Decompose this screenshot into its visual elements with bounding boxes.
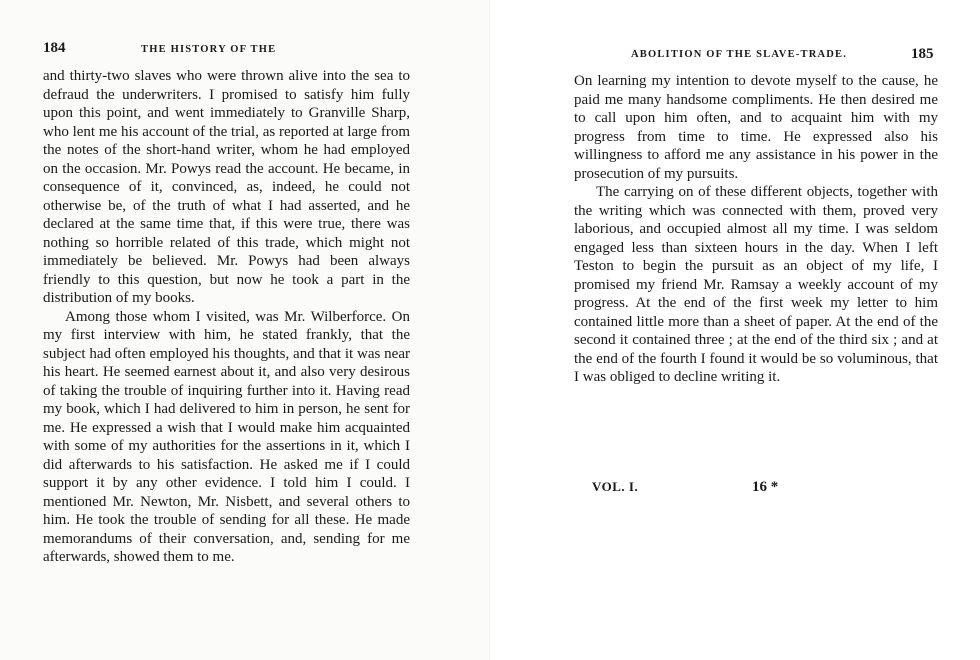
volume-signature: VOL. I. [592, 479, 639, 494]
signature-mark: 16 * [752, 479, 779, 495]
right-paragraph-2: The carrying on of these different objects, together with the writing which was connected with them, proved very laborious, and occupied almost all my time. I was seldom engaged less than sixteen hours in the day. When I left Teston to begin the pursuit as an object of my life, I promised my friend Mr. Ramsay a weekly account of my progress. At the end of the first week my letter to him contained little more than a sheet of paper. At the end of the second it contained three ; at the end of the third six ; and at the end of the fourth I found it would be so voluminous, that I was obliged to decline writing it. [574, 184, 938, 385]
running-head-left: THE HISTORY OF THE [141, 44, 277, 55]
page-number-right: 185 [911, 46, 934, 62]
right-page-body [574, 72, 938, 387]
left-paragraph-2: Among those whom I visited, was Mr. Wilberforce. On my first interview with him, he stated frankly, that the subject had often employed his thoughts, and that it was near his heart. He seemed earnest about it, and also very desirous of taking the trouble of inquiring further into it. Having read my book, which I had delivered to him in person, he sent for me. He expressed a wish that I would make him acquainted with some of my authorities for the assertions in it, which I did afterwards to his satisfaction. He asked me if I could support it by any other evidence. I told him I could. I mentioned Mr. Newton, Mr. Nisbett, and several others to him. He took the trouble of sending for all these. He made memorandums of their conversation, and, sending for me afterwards, showed them to me. [43, 308, 410, 565]
running-head-right: ABOLITION OF THE SLAVE-TRADE. [631, 49, 848, 60]
left-paragraph-1: and thirty-two slaves who were thrown alive into the sea to defraud the underwriters. I promised to satisfy him fully upon this point, and went immediately to Granville Sharp, who lent me his account of the trial, as reported at large from the notes of the short-hand writer, whom he had employed on the occasion. Mr. Powys read the account. He became, in consequence of it, convinced, as, indeed, he could not otherwise be, of the truth of what I had asserted, and he declared at the same time that, if this were true, there was nothing so horrible related of this trade, which might not immediately be believed. Mr. Powys had been always friendly to this question, but now he took a part in the distribution of my books. [43, 68, 410, 306]
page-number-left: 184 [43, 40, 66, 56]
left-page-body [43, 67, 410, 567]
right-paragraph-1: On learning my intention to devote myself to the cause, he paid me many handsome compliments. He then desired me to call upon him often, and to acquaint him with my progress from time to time. He expressed also his willingness to afford me any assistance in his power in the prosecution of my pursuits. [574, 73, 938, 182]
right-page [490, 0, 980, 660]
